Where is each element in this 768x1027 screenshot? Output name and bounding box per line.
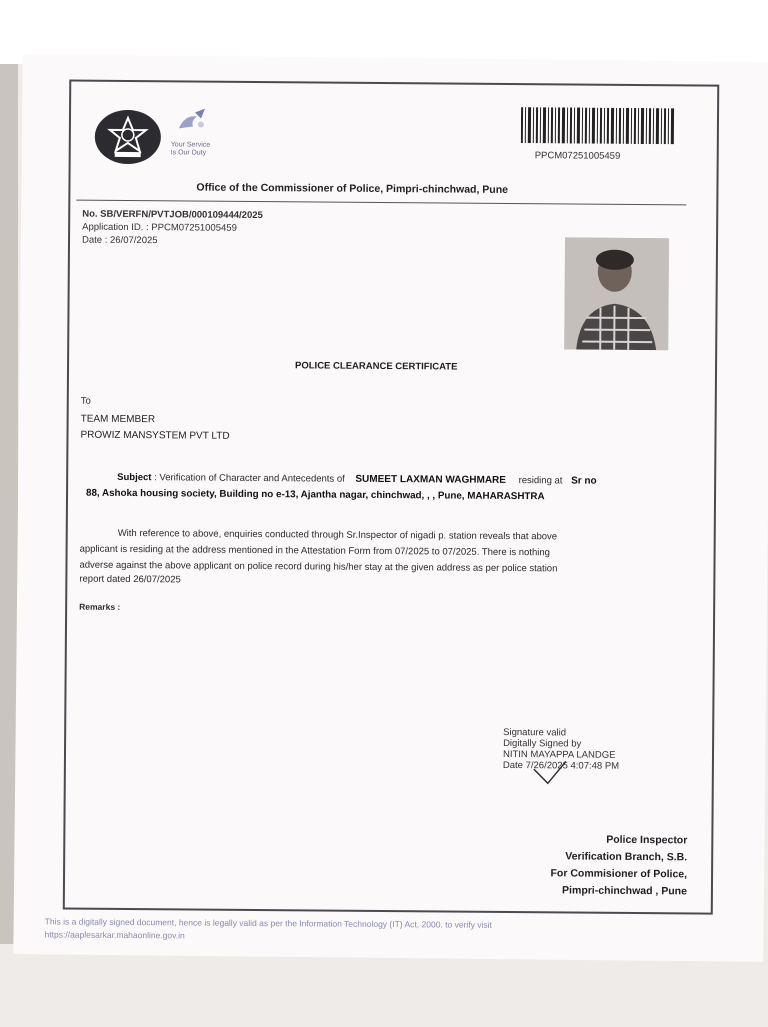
subject-label: Subject <box>117 471 152 484</box>
residing-label: residing at <box>518 475 563 487</box>
body-line1: With reference to above, enquiries conducted through Sr.Inspector of nigadi p. station reveals that above <box>117 527 558 543</box>
signature-date: Date 7/26/2025 4:07:48 PM <box>502 759 620 772</box>
barcode <box>521 107 675 144</box>
signatory-line4: Pimpri-chinchwad , Pune <box>562 884 687 898</box>
signatory-line1: Police Inspector <box>606 833 688 847</box>
service-tagline-logo <box>171 106 235 165</box>
service-emblem-icon <box>171 106 211 136</box>
barcode-number: PPCM07251005459 <box>534 150 621 162</box>
checkmark-icon <box>530 759 570 787</box>
applicant-name: SUMEET LAXMAN WAGHMARE <box>355 473 507 486</box>
applicant-photo <box>564 237 669 350</box>
certificate-title: POLICE CLEARANCE CERTIFICATE <box>295 360 458 373</box>
reference-number: No. SB/VERFN/PVTJOB/000109444/2025 <box>82 208 263 222</box>
signatory-line2: Verification Branch, S.B. <box>565 850 688 864</box>
addressee-to: To <box>80 395 91 407</box>
address-start: Sr no <box>571 475 597 487</box>
signature-signer: NITIN MAYAPPA LANDGE <box>502 748 616 761</box>
remarks-label: Remarks : <box>79 601 121 612</box>
applicant-address: 88, Ashoka housing society, Building no e-13, Ajantha nagar, chinchwad, , , Pune, MAHARASHTRA <box>86 487 545 503</box>
signatory-line3: For Commisioner of Police, <box>550 867 688 881</box>
footer-url: https://aaplesarkar.mahaonline.gov.in <box>44 929 185 941</box>
police-emblem-logo <box>95 110 161 165</box>
issue-date: Date : 26/07/2025 <box>81 234 158 247</box>
office-title: Office of the Commissioner of Police, Pimpri-chinchwad, Pune <box>196 181 509 196</box>
footer-note: This is a digitally signed document, hence is legally valid as per the Information Technology (IT) Act, 2000. to verify visit <box>44 916 492 930</box>
addressee-line2: PROWIZ MANSYSTEM PVT LTD <box>80 429 230 442</box>
application-id: Application ID. : PPCM07251005459 <box>82 221 237 234</box>
body-line3: adverse against the above applicant on police record during his/her stay at the given address as per police station <box>79 559 558 575</box>
tagline-line2: Is Our Duty <box>170 149 207 157</box>
tagline-line1: Your Service <box>170 141 211 149</box>
signature-signed-by: Digitally Signed by <box>503 737 582 750</box>
body-line2: applicant is residing at the address mentioned in the Attestation Form from 07/2025 to 07/2025. There is nothing <box>79 543 551 559</box>
signature-valid: Signature valid <box>503 726 567 739</box>
body-line4: report dated 26/07/2025 <box>79 573 181 586</box>
addressee-line1: TEAM MEMBER <box>80 413 156 426</box>
signatory-block <box>517 831 688 900</box>
subject-text: : Verification of Character and Antecedents of <box>154 472 345 485</box>
